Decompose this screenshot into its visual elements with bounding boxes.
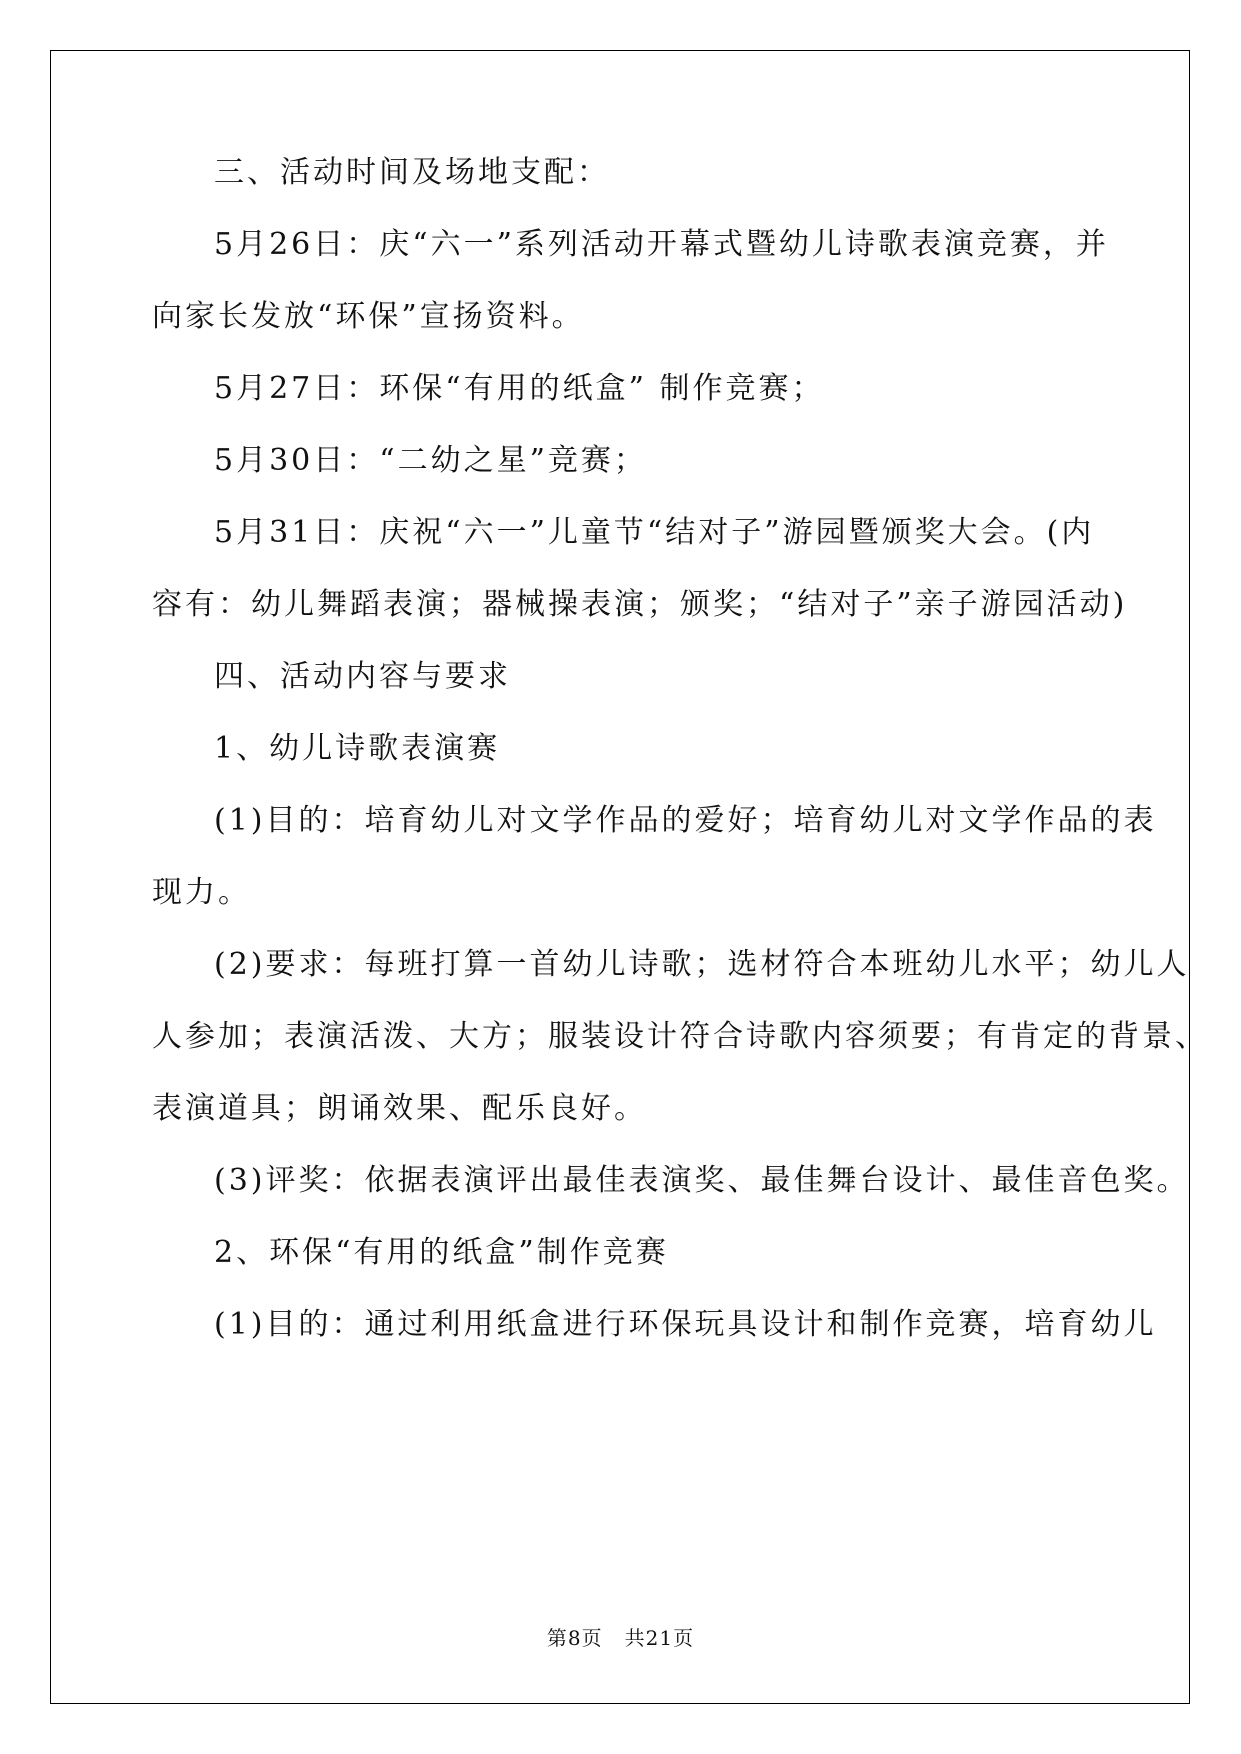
paragraph-line: 人参加；表演活泼、大方；服装设计符合诗歌内容须要；有肯定的背景、 [152, 1019, 1208, 1054]
paragraph-line: 5月31日：庆祝“六一”儿童节“结对子”游园暨颁奖大会。(内 [214, 515, 1095, 550]
paragraph-line: 5月30日：“二幼之星”竞赛； [214, 443, 647, 478]
section-heading-schedule: 三、活动时间及场地支配： [214, 155, 610, 190]
paragraph-line: (2)要求：每班打算一首幼儿诗歌；选材符合本班幼儿水平；幼儿人 [214, 947, 1190, 982]
paragraph-line: 5月26日：庆“六一”系列活动开幕式暨幼儿诗歌表演竞赛，并 [214, 227, 1109, 262]
paragraph-line: (3)评奖：依据表演评出最佳表演奖、最佳舞台设计、最佳音色奖。 [214, 1163, 1190, 1198]
paragraph-line: 现力。 [152, 875, 251, 910]
paragraph-line: (1)目的：通过利用纸盒进行环保玩具设计和制作竞赛，培育幼儿 [214, 1307, 1157, 1342]
paragraph-line: 向家长发放“环保”宣扬资料。 [152, 299, 585, 334]
paragraph-line: 表演道具；朗诵效果、配乐良好。 [152, 1091, 647, 1126]
paragraph-line: 容有：幼儿舞蹈表演；器械操表演；颁奖；“结对子”亲子游园活动) [152, 587, 1128, 622]
paragraph-line: (1)目的：培育幼儿对文学作品的爱好；培育幼儿对文学作品的表 [214, 803, 1157, 838]
subsection-heading: 1、幼儿诗歌表演赛 [214, 731, 501, 766]
page-footer: 第8页 共21页 [546, 1626, 695, 1650]
section-heading-content: 四、活动内容与要求 [214, 659, 511, 694]
subsection-heading: 2、环保“有用的纸盒”制作竞赛 [214, 1235, 669, 1270]
paragraph-line: 5月27日：环保“有用的纸盒” 制作竞赛； [214, 371, 825, 406]
